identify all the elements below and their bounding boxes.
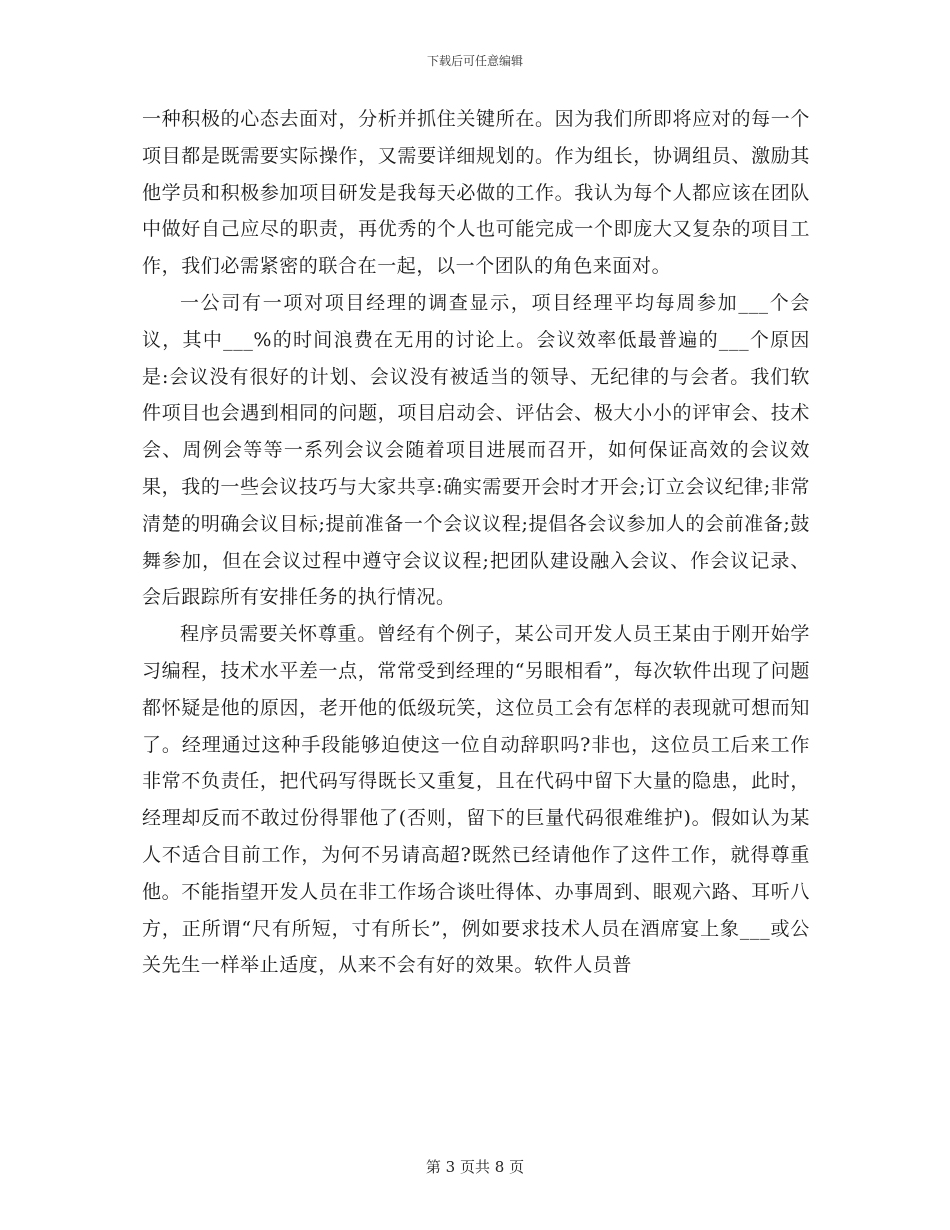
page-footer: 第 3 页共 8 页 — [425, 1158, 525, 1176]
paragraph-1: 一种积极的心态去面对，分析并抓住关键所在。因为我们所即将应对的每一个项目都是既需要实际操作，又需要详细规划的。作为组长，协调组员、激励其他学员和积极参加项目研发是我每天必做的工作。我认为每个人都应该在团队中做好自己应尽的职责，再优秀的个人也可能完成一个即庞大又复杂的项目工作，我们必需紧密的联合在一起，以一个团队的角色来面对。 — [142, 108, 810, 278]
page-header: 下载后可任意编辑 — [426, 54, 523, 68]
paragraph-2: 一公司有一项对项目经理的调查显示，项目经理平均每周参加___个会议，其中___%的时间浪费在无用的讨论上。会议效率低最普遍的___个原因是:会议没有很好的计划、会议没有被适当的领导、无纪律的与会者。我们软件项目也会遇到相同的问题，项目启动会、评估会、极大小小的评审会、技术会、周例会等等一系列会议会随着项目进展而召开，如何保证高效的会议效果，我的一些会议技巧与大家共享:确实需要开会时才开会;订立会议纪律;非常清楚的明确会议目标;提前准备一个会议议程;提倡各会议参加人的会前准备;鼓舞参加，但在会议过程中遵守会议议程;把团队建设融入会议、作会议记录、会后跟踪所有安排任务的执行情况。 — [142, 291, 810, 609]
paragraph-3: 程序员需要关怀尊重。曾经有个例子，某公司开发人员王某由于刚开始学习编程，技术水平差一点，常常受到经理的“另眼相看”，每次软件出现了问题都怀疑是他的原因，老开他的低级玩笑，这位员工会有怎样的表现就可想而知了。经理通过这种手段能够迫使这一位自动辞职吗?非也，这位员工后来工作非常不负责任，把代码写得既长又重复，且在代码中留下大量的隐患，此时，经理却反而不敢过份得罪他了(否则，留下的巨量代码很难维护)。假如认为某人不适合目前工作，为何不另请高超?既然已经请他作了这件工作，就得尊重他。不能指望开发人员在非工作场合谈吐得体、办事周到、眼观六路、耳听八方，正所谓“尺有所短，寸有所长”，例如要求技术人员在酒席宴上象___或公关先生一样举止适度，从来不会有好的效果。软件人员普 — [142, 623, 810, 977]
document-body — [142, 101, 810, 984]
